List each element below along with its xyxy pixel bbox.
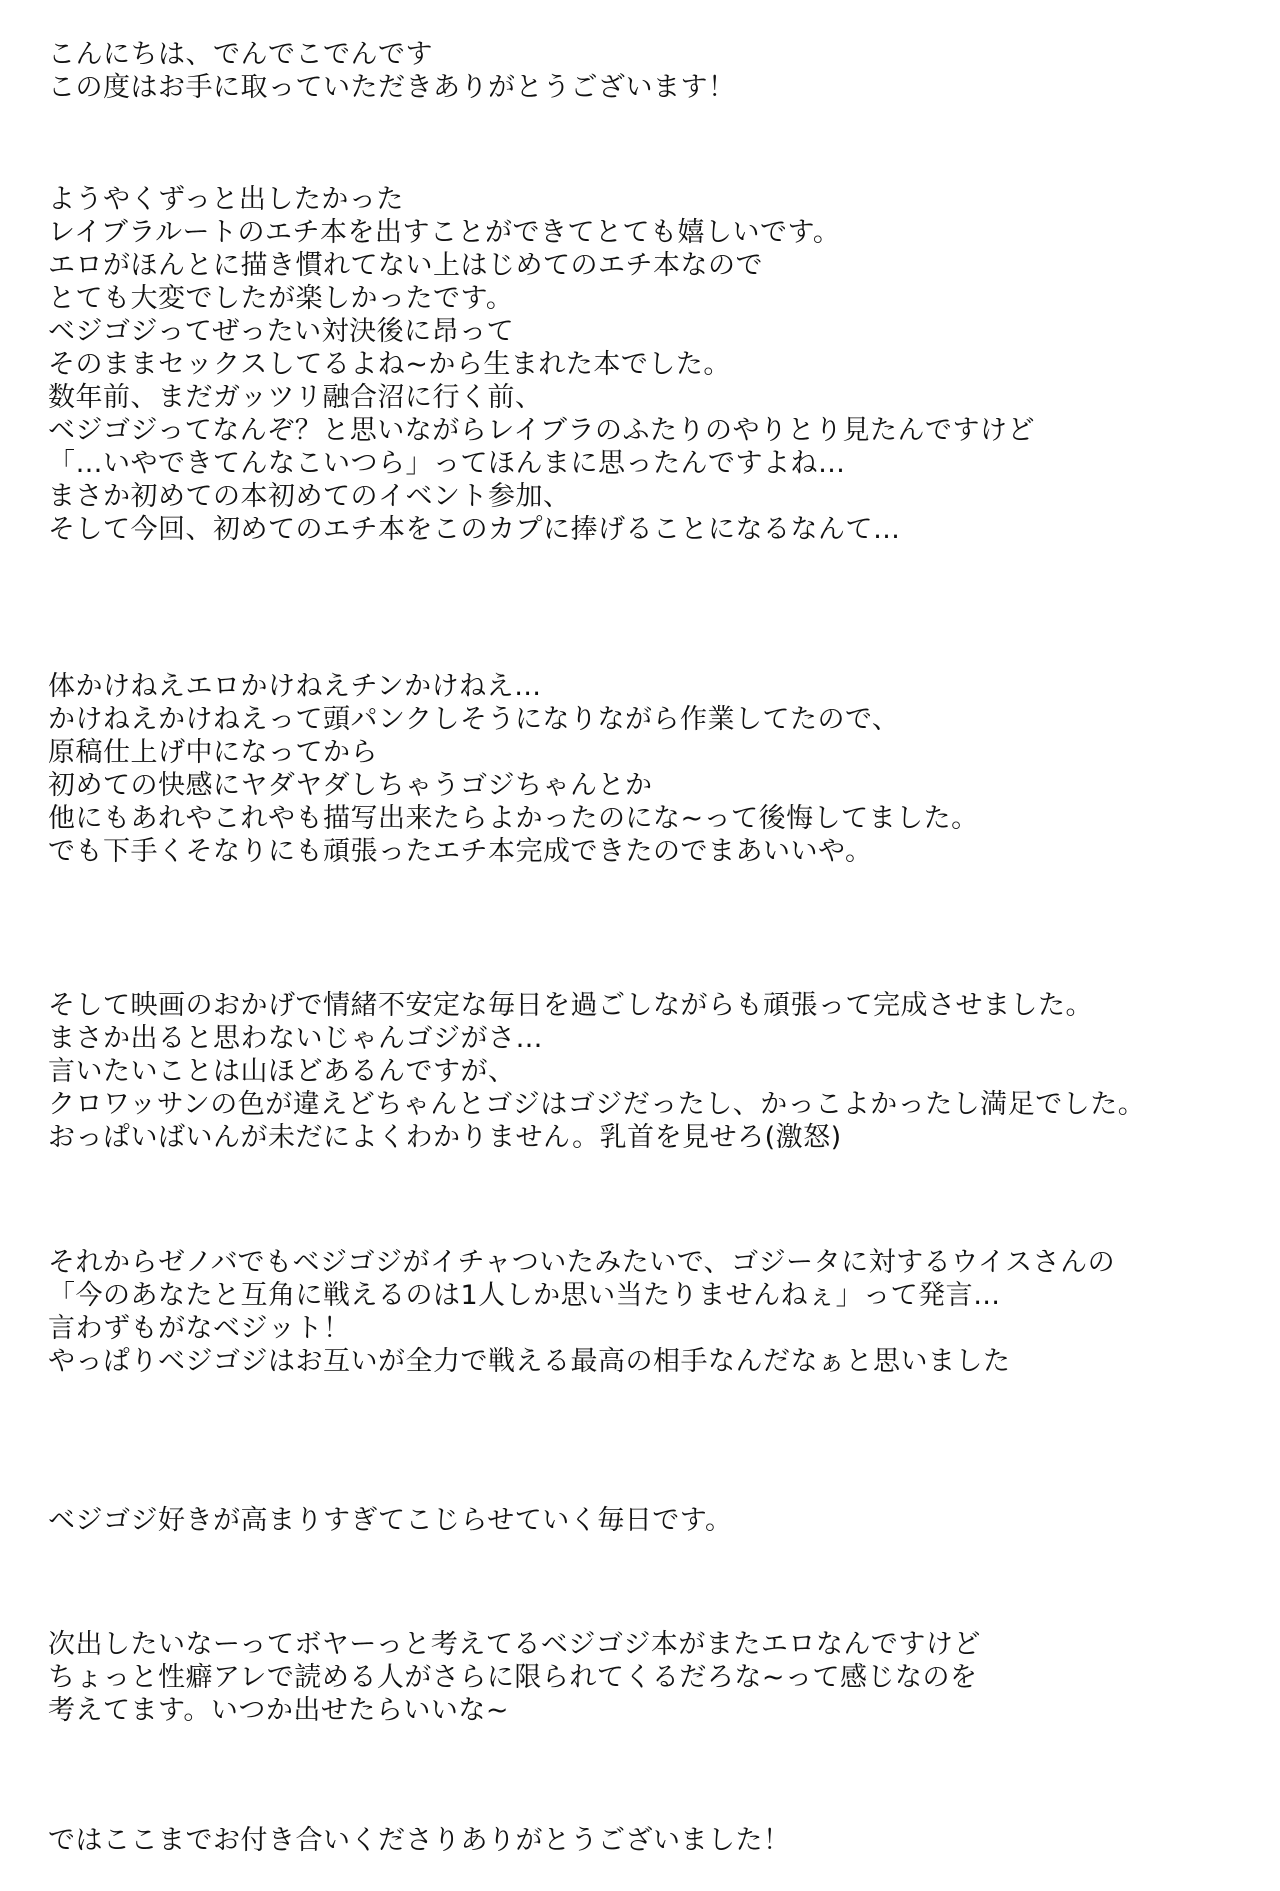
text-line: ではここまでお付き合いくださりありがとうございました！ — [48, 1825, 791, 1856]
text-line: 体かけねえエロかけねえチンかけねえ… — [48, 671, 542, 702]
text-line: そのままセックスしてるよね~から生まれた本でした。 — [48, 349, 731, 380]
text-line: とても大変でしたが楽しかったです。 — [48, 283, 514, 314]
paragraph-2 — [48, 183, 1280, 546]
paragraph-5 — [48, 1246, 1280, 1378]
text-line: まさか初めての本初めてのイベント参加、 — [48, 481, 571, 512]
text-line: ちょっと性癖アレで読める人がさらに限られてくるだろな~って感じなのを — [48, 1662, 978, 1693]
paragraph-8 — [48, 1824, 1280, 1857]
text-line: そして映画のおかげで情緒不安定な毎日を過ごしながらも頑張って完成させました。 — [48, 990, 1093, 1021]
text-line: 数年前、まだガッツリ融合沼に行く前、 — [48, 382, 543, 413]
paragraph-7 — [48, 1628, 1280, 1727]
text-line: 原稿仕上げ中になってから — [48, 737, 378, 768]
text-line: クロワッサンの色が違えどちゃんとゴジはゴジだったし、かっこよかったし満足でした。 — [48, 1089, 1146, 1120]
text-line: エロがほんとに描き慣れてない上はじめてのエチ本なので — [48, 250, 763, 281]
text-line: それからゼノバでもベジゴジがイチャついたみたいで、ゴジータに対するウイスさんの — [48, 1247, 1116, 1278]
text-line: ようやくずっと出したかった — [48, 184, 404, 215]
paragraph-1 — [48, 38, 1280, 104]
text-line: そして今回、初めてのエチ本をこのカプに捧げることになるなんて… — [48, 514, 901, 545]
paragraph-6 — [48, 1504, 1280, 1537]
text-line: 「…いやできてんなこいつら」ってほんまに思ったんですよね… — [48, 448, 846, 479]
text-line: 初めての快感にヤダヤダしちゃうゴジちゃんとか — [48, 770, 653, 801]
text-line: かけねえかけねえって頭パンクしそうになりながら作業してたので、 — [48, 704, 900, 735]
text-line: 次出したいなーってボヤーっと考えてるベジゴジ本がまたエロなんですけど — [48, 1629, 981, 1660]
text-line: やっぱりベジゴジはお互いが全力で戦える最高の相手なんだなぁと思いました — [48, 1346, 1011, 1377]
text-line: 他にもあれやこれやも描写出来たらよかったのにな~って後悔してました。 — [48, 803, 979, 834]
text-line: レイブラルートのエチ本を出すことができてとても嬉しいです。 — [48, 217, 841, 248]
text-line: 考えてます。いつか出せたらいいな~ — [48, 1695, 509, 1726]
text-line: 言わずもがなベジット！ — [48, 1313, 351, 1344]
text-line: こんにちは、でんでこでんです — [48, 39, 433, 70]
text-line: 「今のあなたと互角に戦えるのは1人しか思い当たりませんねぇ」って発言… — [48, 1280, 1001, 1311]
paragraph-4 — [48, 989, 1280, 1154]
text-line: ベジゴジってなんぞ？と思いながらレイブラのふたりのやりとり見たんですけど — [48, 415, 1036, 446]
text-line: まさか出ると思わないじゃんゴジがさ… — [48, 1023, 543, 1054]
text-line: 言いたいことは山ほどあるんですが、 — [48, 1056, 516, 1087]
text-line: この度はお手に取っていただきありがとうございます！ — [48, 72, 736, 103]
text-line: ベジゴジ好きが高まりすぎてこじらせていく毎日です。 — [48, 1505, 733, 1536]
text-line: でも下手くそなりにも頑張ったエチ本完成できたのでまあいいや。 — [48, 836, 873, 867]
paragraph-3 — [48, 670, 1280, 868]
text-line: おっぱいばいんが未だによくわかりません。乳首を見せろ(激怒) — [48, 1122, 842, 1153]
text-line: ベジゴジってぜったい対決後に昂って — [48, 316, 515, 347]
